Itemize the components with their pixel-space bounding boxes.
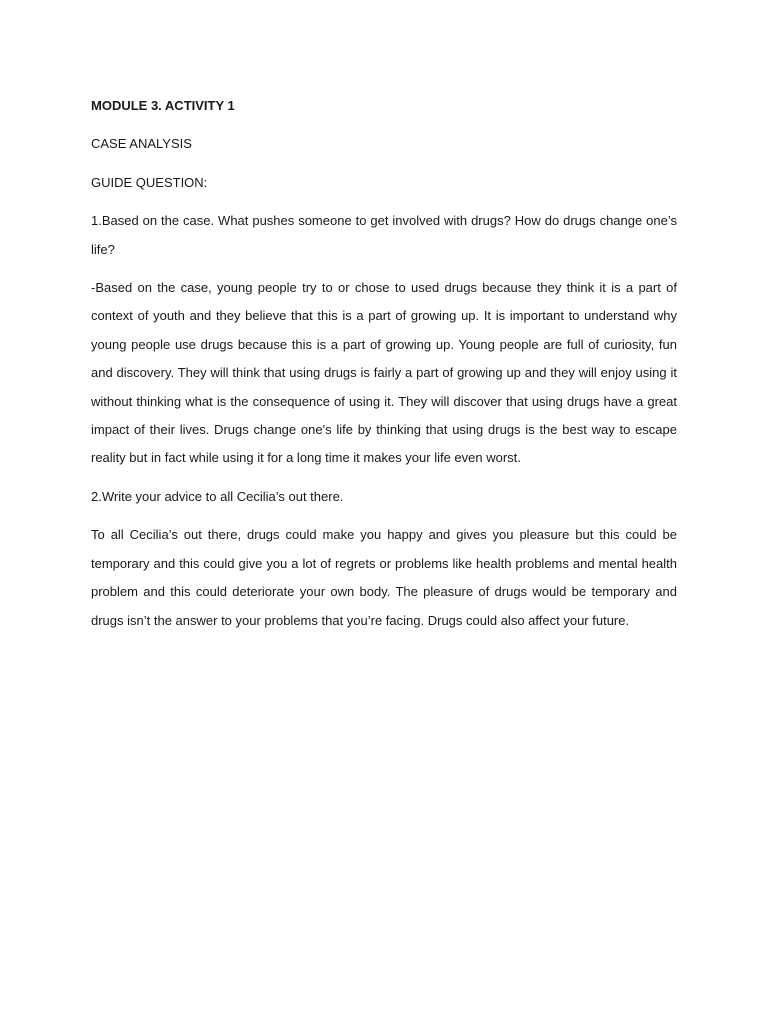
guide-question-label: GUIDE QUESTION: <box>91 174 208 190</box>
module-title: MODULE 3. ACTIVITY 1 <box>91 98 235 113</box>
section-title: CASE ANALYSIS <box>91 136 192 152</box>
answer-2: To all Cecilia’s out there, drugs could make you happy and gives you pleasure but this could be temporary and this could give you a lot of regrets or problems like health problems and mental health problem and this could deteriorate your own body. The pleasure of drugs would be temporary and drugs isn’t the answer to your problems that you’re facing. Drugs could also affect your future. <box>91 527 677 628</box>
question-1: 1.Based on the case. What pushes someone to get involved with drugs? How do drugs change one’s life? <box>91 213 677 257</box>
answer-1: -Based on the case, young people try to or chose to used drugs because they think it is a part of context of youth and they believe that this is a part of growing up. It is important to understand why young people use drugs because this is a part of growing up. Young people are full of curiosity, fun and discovery. They will think that using drugs is fairly a part of growing up and they will enjoy using it without thinking what is the consequence of using it. They will discover that using drugs have a great impact of their lives. Drugs change one's life by thinking that using drugs is the best way to escape reality but in fact while using it for a long time it makes your life even worst. <box>91 280 677 466</box>
document-page <box>91 92 677 645</box>
question-2: 2.Write your advice to all Cecilia’s out there. <box>91 488 344 504</box>
